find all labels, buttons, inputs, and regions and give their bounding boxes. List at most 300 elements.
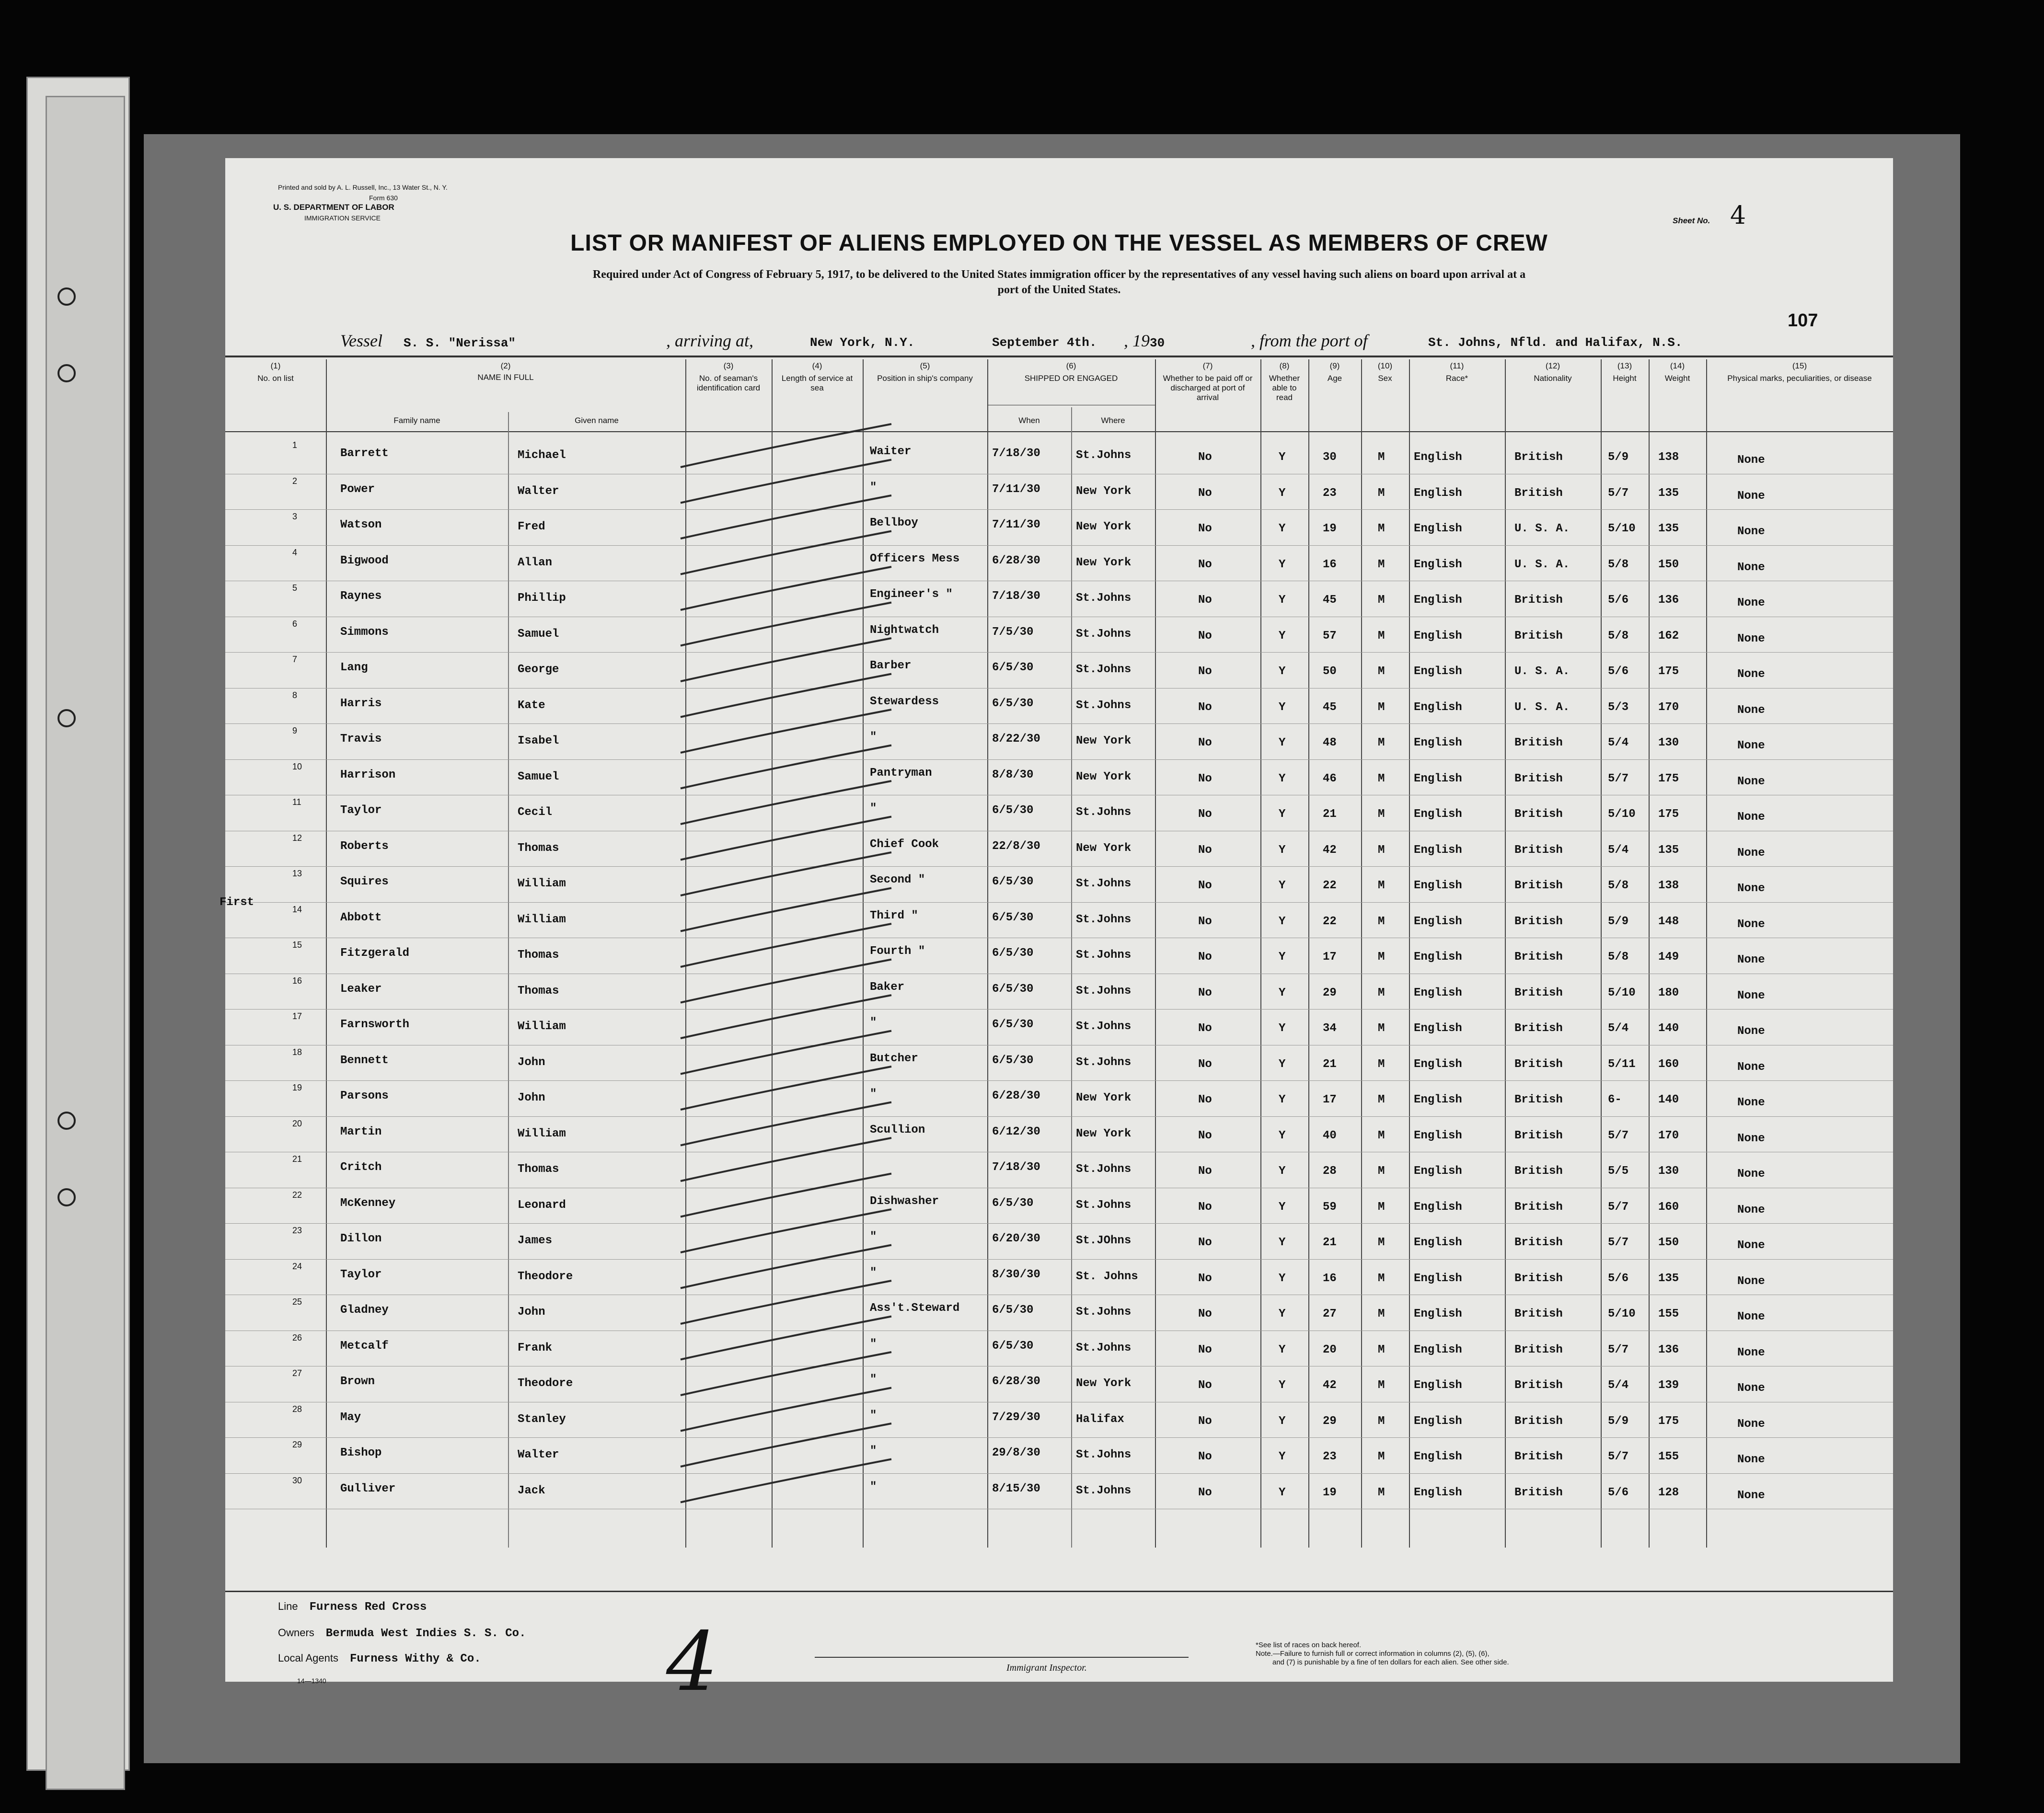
pencil-tick-marks bbox=[671, 359, 939, 1548]
position: Nightwatch bbox=[870, 623, 939, 637]
physical-marks: None bbox=[1737, 525, 1765, 538]
column-header-c8: Whether able to read bbox=[1269, 374, 1300, 402]
weight: 160 bbox=[1658, 1057, 1679, 1071]
column-header-where: Where bbox=[1101, 416, 1125, 425]
shipped-when: 6/5/30 bbox=[992, 1018, 1034, 1031]
family-name: Martin bbox=[340, 1125, 382, 1138]
column-header-c10: Sex bbox=[1378, 374, 1392, 383]
column-number: (14) bbox=[1670, 361, 1685, 370]
paid-off: No bbox=[1198, 522, 1212, 535]
weight: 138 bbox=[1658, 451, 1679, 464]
shipped-where: St.Johns bbox=[1076, 1306, 1132, 1319]
sex: M bbox=[1378, 736, 1385, 749]
vessel-line bbox=[340, 331, 516, 351]
physical-marks: None bbox=[1737, 918, 1765, 931]
height: 5/3 bbox=[1608, 700, 1629, 714]
position: " bbox=[870, 802, 877, 815]
shipped-when: 6/5/30 bbox=[992, 1054, 1034, 1067]
form-code: 14—1340 bbox=[297, 1677, 326, 1685]
race: English bbox=[1414, 951, 1462, 964]
physical-marks: None bbox=[1737, 1346, 1765, 1359]
table-row bbox=[225, 867, 1893, 903]
nationality: British bbox=[1514, 1379, 1563, 1392]
shipped-when: 6/5/30 bbox=[992, 875, 1034, 888]
table-row bbox=[225, 1081, 1893, 1117]
printer-line: Printed and sold by A. L. Russell, Inc., 13 Water St., N. Y. bbox=[278, 184, 448, 191]
age: 46 bbox=[1323, 772, 1337, 785]
age: 16 bbox=[1323, 558, 1337, 571]
physical-marks: None bbox=[1737, 1025, 1765, 1038]
vessel-name: S. S. "Nerissa" bbox=[403, 336, 516, 350]
pencil-tick bbox=[681, 1281, 891, 1324]
given-name: Frank bbox=[518, 1341, 553, 1354]
sex: M bbox=[1378, 1486, 1385, 1499]
shipped-when: 6/28/30 bbox=[992, 1090, 1040, 1102]
pencil-tick bbox=[681, 1102, 891, 1146]
race: English bbox=[1414, 1379, 1462, 1392]
given-name: Fred bbox=[518, 520, 545, 533]
column-header-c7: Whether to be paid off or discharged at port of arrival bbox=[1163, 374, 1253, 402]
shipped-where: New York bbox=[1076, 520, 1132, 533]
weight: 140 bbox=[1658, 1022, 1679, 1035]
given-name: Thomas bbox=[518, 1163, 559, 1176]
given-name: Thomas bbox=[518, 841, 559, 855]
nationality: British bbox=[1514, 1129, 1563, 1142]
weight: 148 bbox=[1658, 915, 1679, 928]
requirement-line-1: Required under Act of Congress of February 5, 1917, to be delivered to the United States immigration officer by the representatives of any vessel having such aliens on board upon arrival at a bbox=[592, 268, 1526, 281]
row-number: 30 bbox=[292, 1475, 302, 1485]
family-name: Travis bbox=[340, 733, 382, 746]
weight: 150 bbox=[1658, 558, 1679, 571]
table-row bbox=[225, 1402, 1893, 1438]
family-name: Farnsworth bbox=[340, 1018, 410, 1031]
family-name: Power bbox=[340, 482, 375, 496]
shipped-when: 6/5/30 bbox=[992, 1304, 1034, 1317]
shipped-when: 7/11/30 bbox=[992, 518, 1040, 531]
sex: M bbox=[1378, 451, 1385, 464]
row-number: 10 bbox=[292, 761, 302, 771]
position: Bellboy bbox=[870, 516, 918, 529]
owners-field bbox=[278, 1627, 526, 1640]
row-number: 22 bbox=[292, 1190, 302, 1200]
age: 21 bbox=[1323, 808, 1337, 821]
binder-hole bbox=[58, 709, 76, 727]
shipped-where: St.Johns bbox=[1076, 699, 1132, 712]
position: " bbox=[870, 1480, 877, 1493]
nationality: U. S. A. bbox=[1514, 558, 1570, 571]
paid-off: No bbox=[1198, 594, 1212, 607]
physical-marks: None bbox=[1737, 703, 1765, 717]
physical-marks: None bbox=[1737, 1310, 1765, 1323]
race: English bbox=[1414, 1236, 1462, 1249]
pencil-tick bbox=[681, 1138, 891, 1181]
paid-off: No bbox=[1198, 1450, 1212, 1463]
shipped-where: St.Johns bbox=[1076, 806, 1132, 819]
race: English bbox=[1414, 1486, 1462, 1499]
able-to-read: Y bbox=[1279, 915, 1286, 928]
height: 5/4 bbox=[1608, 1022, 1629, 1035]
shipped-when: 8/22/30 bbox=[992, 733, 1040, 746]
row-number: 1 bbox=[292, 440, 298, 450]
shipped-where: St.Johns bbox=[1076, 1448, 1132, 1461]
family-name: Fitzgerald bbox=[340, 947, 410, 960]
age: 16 bbox=[1323, 1272, 1337, 1285]
from-port-label: , from the port of bbox=[1251, 331, 1368, 350]
position: Scullion bbox=[870, 1123, 925, 1136]
column-header-family-name: Family name bbox=[393, 416, 440, 425]
pencil-tick bbox=[681, 960, 891, 1003]
table-row bbox=[225, 438, 1893, 474]
margin-note: First bbox=[219, 896, 254, 909]
department-label: U. S. DEPARTMENT OF LABOR bbox=[273, 203, 394, 212]
able-to-read: Y bbox=[1279, 736, 1286, 749]
paid-off: No bbox=[1198, 808, 1212, 821]
race: English bbox=[1414, 1093, 1462, 1106]
shipped-where: New York bbox=[1076, 770, 1132, 783]
pencil-tick bbox=[681, 1031, 891, 1074]
column-number: (1) bbox=[270, 361, 281, 370]
nationality: British bbox=[1514, 879, 1563, 892]
physical-marks: None bbox=[1737, 882, 1765, 895]
family-name: Gulliver bbox=[340, 1482, 396, 1495]
height: 5/8 bbox=[1608, 879, 1629, 892]
height: 5/10 bbox=[1608, 986, 1636, 999]
family-name: Squires bbox=[340, 875, 389, 888]
race: English bbox=[1414, 879, 1462, 892]
weight: 135 bbox=[1658, 1272, 1679, 1285]
shipped-where: St.Johns bbox=[1076, 1341, 1132, 1354]
column-header-c9: Age bbox=[1327, 374, 1342, 383]
table-row bbox=[225, 1474, 1893, 1510]
binder-hole bbox=[58, 364, 76, 382]
age: 42 bbox=[1323, 1379, 1337, 1392]
sex: M bbox=[1378, 665, 1385, 678]
position: " bbox=[870, 1016, 877, 1029]
shipped-when: 29/8/30 bbox=[992, 1446, 1040, 1459]
family-name: Lang bbox=[340, 661, 368, 674]
physical-marks: None bbox=[1737, 561, 1765, 574]
age: 59 bbox=[1323, 1200, 1337, 1214]
sex: M bbox=[1378, 1343, 1385, 1356]
weight: 150 bbox=[1658, 1236, 1679, 1249]
shipped-when: 8/8/30 bbox=[992, 768, 1034, 781]
paid-off: No bbox=[1198, 1272, 1212, 1285]
nationality: British bbox=[1514, 1450, 1563, 1463]
from-port: St. Johns, Nfld. and Halifax, N.S. bbox=[1428, 335, 1683, 350]
nationality: British bbox=[1514, 1343, 1563, 1356]
given-name: James bbox=[518, 1234, 553, 1247]
height: 5/7 bbox=[1608, 1236, 1629, 1249]
sex: M bbox=[1378, 1057, 1385, 1071]
pencil-tick bbox=[681, 817, 891, 860]
able-to-read: Y bbox=[1279, 1379, 1286, 1392]
sex: M bbox=[1378, 1272, 1385, 1285]
given-name: Jack bbox=[518, 1484, 545, 1497]
nationality: British bbox=[1514, 772, 1563, 785]
pencil-tick bbox=[681, 995, 891, 1038]
column-number: (13) bbox=[1617, 361, 1632, 370]
sex: M bbox=[1378, 486, 1385, 500]
pencil-tick bbox=[681, 1423, 891, 1467]
weight: 135 bbox=[1658, 843, 1679, 857]
given-name: Walter bbox=[518, 484, 559, 498]
year-prefix: , 19 bbox=[1124, 331, 1150, 350]
height: 5/6 bbox=[1608, 665, 1629, 678]
height: 5/8 bbox=[1608, 629, 1629, 643]
age: 29 bbox=[1323, 1414, 1337, 1428]
age: 21 bbox=[1323, 1236, 1337, 1249]
column-header-c5: Position in ship's company bbox=[877, 374, 973, 383]
binder-hole bbox=[58, 1188, 76, 1206]
physical-marks: None bbox=[1737, 1203, 1765, 1216]
table-row bbox=[225, 1438, 1893, 1474]
shipped-when: 7/5/30 bbox=[992, 625, 1034, 639]
shipped-where: St.Johns bbox=[1076, 984, 1132, 998]
weight: 130 bbox=[1658, 736, 1679, 749]
shipped-where: St.Johns bbox=[1076, 449, 1132, 462]
row-number: 20 bbox=[292, 1118, 302, 1128]
row-number: 7 bbox=[292, 654, 298, 664]
physical-marks: None bbox=[1737, 489, 1765, 503]
shipped-where: New York bbox=[1076, 1091, 1132, 1104]
agents-field bbox=[278, 1652, 481, 1665]
given-name: Walter bbox=[518, 1448, 559, 1461]
paid-off: No bbox=[1198, 1486, 1212, 1499]
able-to-read: Y bbox=[1279, 1343, 1286, 1356]
paid-off: No bbox=[1198, 915, 1212, 928]
nationality: U. S. A. bbox=[1514, 522, 1570, 535]
race: English bbox=[1414, 915, 1462, 928]
height: 5/9 bbox=[1608, 915, 1629, 928]
family-name: Harris bbox=[340, 697, 382, 710]
paid-off: No bbox=[1198, 700, 1212, 714]
agents-value: Furness Withy & Co. bbox=[349, 1652, 481, 1665]
given-name: William bbox=[518, 913, 566, 926]
family-name: Taylor bbox=[340, 804, 382, 817]
table-row bbox=[225, 1366, 1893, 1402]
physical-marks: None bbox=[1737, 668, 1765, 681]
height: 5/4 bbox=[1608, 843, 1629, 857]
weight: 155 bbox=[1658, 1308, 1679, 1320]
race: English bbox=[1414, 1057, 1462, 1071]
shipped-where: St.Johns bbox=[1076, 1020, 1132, 1033]
age: 20 bbox=[1323, 1343, 1337, 1356]
agents-label: Local Agents bbox=[278, 1652, 338, 1664]
pencil-tick bbox=[681, 888, 891, 931]
pencil-tick bbox=[681, 531, 891, 574]
table-row bbox=[225, 1010, 1893, 1045]
family-name: Bishop bbox=[340, 1446, 382, 1459]
shipped-when: 6/12/30 bbox=[992, 1125, 1040, 1138]
race: English bbox=[1414, 451, 1462, 464]
age: 45 bbox=[1323, 700, 1337, 714]
race: English bbox=[1414, 843, 1462, 857]
weight: 175 bbox=[1658, 772, 1679, 785]
height: 5/7 bbox=[1608, 1450, 1629, 1463]
age: 23 bbox=[1323, 486, 1337, 500]
shipped-where: St.Johns bbox=[1076, 1163, 1132, 1176]
sex: M bbox=[1378, 1308, 1385, 1320]
weight: 155 bbox=[1658, 1450, 1679, 1463]
family-name: Bigwood bbox=[340, 554, 389, 567]
physical-marks: None bbox=[1737, 775, 1765, 788]
weight: 135 bbox=[1658, 486, 1679, 500]
nationality: British bbox=[1514, 736, 1563, 749]
pencil-tick bbox=[681, 1352, 891, 1395]
height: 5/5 bbox=[1608, 1165, 1629, 1178]
race: English bbox=[1414, 594, 1462, 607]
races-note: *See list of races on back hereof. bbox=[1256, 1641, 1362, 1649]
height: 5/7 bbox=[1608, 1343, 1629, 1356]
shipped-when: 7/18/30 bbox=[992, 447, 1040, 460]
age: 34 bbox=[1323, 1022, 1337, 1035]
column-header-c1: No. on list bbox=[257, 374, 294, 383]
sex: M bbox=[1378, 522, 1385, 535]
pencil-tick bbox=[681, 852, 891, 895]
shipped-when: 7/18/30 bbox=[992, 590, 1040, 603]
column-number: (12) bbox=[1545, 361, 1560, 370]
sex: M bbox=[1378, 1093, 1385, 1106]
pencil-tick bbox=[681, 567, 891, 610]
shipped-where: St.Johns bbox=[1076, 592, 1132, 605]
position: Engineer's " bbox=[870, 588, 953, 601]
page-number: 107 bbox=[1788, 310, 1818, 331]
column-number: (8) bbox=[1279, 361, 1290, 370]
able-to-read: Y bbox=[1279, 1165, 1286, 1178]
paid-off: No bbox=[1198, 843, 1212, 857]
shipped-when: 8/15/30 bbox=[992, 1482, 1040, 1495]
handwritten-sheet-number: 4 bbox=[666, 1615, 718, 1710]
shipped-where: St.JOhns bbox=[1076, 1234, 1132, 1247]
able-to-read: Y bbox=[1279, 1272, 1286, 1285]
position: Stewardess bbox=[870, 695, 939, 708]
shipped-when: 6/5/30 bbox=[992, 947, 1034, 960]
position: Chief Cook bbox=[870, 838, 939, 851]
given-name: Theodore bbox=[518, 1270, 573, 1283]
given-name: Stanley bbox=[518, 1412, 566, 1426]
position: " bbox=[870, 1445, 877, 1457]
position: Barber bbox=[870, 659, 912, 672]
pencil-tick bbox=[681, 1388, 891, 1431]
paid-off: No bbox=[1198, 1165, 1212, 1178]
shipped-where: New York bbox=[1076, 841, 1132, 855]
requirement-line-2: port of the United States. bbox=[997, 284, 1121, 296]
paid-off: No bbox=[1198, 736, 1212, 749]
physical-marks: None bbox=[1737, 1274, 1765, 1288]
nationality: U. S. A. bbox=[1514, 700, 1570, 714]
age: 22 bbox=[1323, 915, 1337, 928]
physical-marks: None bbox=[1737, 1096, 1765, 1109]
weight: 170 bbox=[1658, 1129, 1679, 1142]
paid-off: No bbox=[1198, 558, 1212, 571]
race: English bbox=[1414, 986, 1462, 999]
pencil-tick bbox=[681, 746, 891, 789]
physical-marks: None bbox=[1737, 846, 1765, 860]
footer-rule bbox=[225, 1591, 1893, 1592]
table-row bbox=[225, 1295, 1893, 1331]
column-header-c12: Nationality bbox=[1534, 374, 1572, 383]
sex: M bbox=[1378, 1379, 1385, 1392]
row-number: 13 bbox=[292, 869, 302, 878]
shipped-where: New York bbox=[1076, 556, 1132, 569]
owners-label: Owners bbox=[278, 1627, 314, 1639]
row-number: 5 bbox=[292, 583, 298, 593]
given-name: William bbox=[518, 1020, 566, 1033]
height: 5/8 bbox=[1608, 558, 1629, 571]
table-row bbox=[225, 1331, 1893, 1367]
row-number: 18 bbox=[292, 1047, 302, 1057]
given-name: Thomas bbox=[518, 984, 559, 998]
able-to-read: Y bbox=[1279, 843, 1286, 857]
position: " bbox=[870, 1337, 877, 1351]
given-name: Cecil bbox=[518, 806, 553, 819]
form-number: Form 630 bbox=[369, 194, 398, 202]
table-row bbox=[225, 510, 1893, 546]
shipped-when: 6/5/30 bbox=[992, 697, 1034, 710]
position: " bbox=[870, 731, 877, 744]
service-label: IMMIGRATION SERVICE bbox=[304, 214, 381, 222]
physical-marks: None bbox=[1737, 454, 1765, 467]
paid-off: No bbox=[1198, 1379, 1212, 1392]
weight: 170 bbox=[1658, 700, 1679, 714]
family-name: Brown bbox=[340, 1375, 375, 1388]
able-to-read: Y bbox=[1279, 1236, 1286, 1249]
height: 5/7 bbox=[1608, 1200, 1629, 1214]
shipped-when: 6/5/30 bbox=[992, 1196, 1034, 1210]
sex: M bbox=[1378, 986, 1385, 999]
height: 5/7 bbox=[1608, 486, 1629, 500]
given-name: Phillip bbox=[518, 592, 566, 605]
age: 29 bbox=[1323, 986, 1337, 999]
race: English bbox=[1414, 558, 1462, 571]
row-number: 9 bbox=[292, 726, 298, 735]
race: English bbox=[1414, 1129, 1462, 1142]
pencil-tick bbox=[681, 638, 891, 681]
column-header-c3: No. of seaman's identification card bbox=[696, 374, 761, 392]
column-header-when: When bbox=[1018, 416, 1040, 425]
column-number: (6) bbox=[1066, 361, 1076, 370]
given-name: Samuel bbox=[518, 770, 559, 783]
age: 23 bbox=[1323, 1450, 1337, 1463]
position: " bbox=[870, 1088, 877, 1101]
position: Officers Mess bbox=[870, 552, 960, 565]
weight: 175 bbox=[1658, 1414, 1679, 1428]
table-row bbox=[225, 1188, 1893, 1224]
race: English bbox=[1414, 1165, 1462, 1178]
nationality: British bbox=[1514, 1414, 1563, 1428]
table-row bbox=[225, 831, 1893, 867]
height: 5/4 bbox=[1608, 736, 1629, 749]
age: 17 bbox=[1323, 1093, 1337, 1106]
row-number: 25 bbox=[292, 1297, 302, 1307]
able-to-read: Y bbox=[1279, 772, 1286, 785]
physical-marks: None bbox=[1737, 1060, 1765, 1074]
weight: 175 bbox=[1658, 808, 1679, 821]
table-row bbox=[225, 474, 1893, 510]
able-to-read: Y bbox=[1279, 1450, 1286, 1463]
column-number: (5) bbox=[920, 361, 930, 370]
nationality: British bbox=[1514, 1022, 1563, 1035]
row-number: 8 bbox=[292, 690, 298, 700]
shipped-when: 6/28/30 bbox=[992, 1375, 1040, 1388]
shipped-where: St.Johns bbox=[1076, 1198, 1132, 1212]
weight: 160 bbox=[1658, 1200, 1679, 1214]
physical-marks: None bbox=[1737, 1168, 1765, 1181]
able-to-read: Y bbox=[1279, 986, 1286, 999]
table-row bbox=[225, 581, 1893, 617]
shipped-where: St.Johns bbox=[1076, 913, 1132, 926]
given-name: Isabel bbox=[518, 734, 559, 747]
